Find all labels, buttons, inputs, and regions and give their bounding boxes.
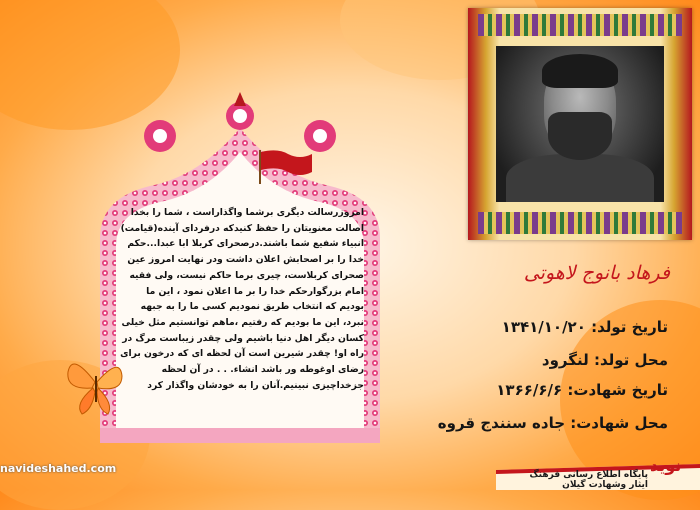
- butterfly-icon: [64, 352, 126, 418]
- portrait-hair: [542, 54, 618, 88]
- frame-ornament-top: [478, 14, 682, 36]
- footer-logo-text: پایگاه اطلاع رسانی فرهنگ ایثار وشهادت گیلان: [529, 470, 648, 490]
- will-paragraph: امروزرسالت دیگری برشما واگذاراست ، شما را بخدا اصالت معنویتان را حفظ کنیدکه درفردای آینده(قیامت) انبیاء شفیع شما باشند.درصحرای کربلا ابا عبدا...حکم خدا را بر اصحابش اعلان داشت ودر نهایت امروز عین صحرای کربلاست، چیری برما حاکم نیست، ولی فقیه امام بزرگوارحکم خدا را بر ما اعلان نمود ، این ما بودیم که انتخاب طریق نمودیم کسی ما را به جبهه نبرد، این ما بودیم که رفتیم ،ماهم توانستیم مثل خیلی کسان دیگر اهل دنیا باشیم ولی چقدر زیباست مرگ در راه او! چقدر شیرین است آن لحظه ای که درخون برای رضای اوغوطه ور باشد انشاء. . . در آن لحظه جزخداچیزی نبینیم.آنان را به خودشان واگذار کرد: [120, 207, 364, 391]
- birth-place: محل تولد: لنگرود: [541, 351, 668, 369]
- site-logo: نوید: [650, 456, 682, 475]
- martyr-name: فرهاد بانوج لاهوتی: [523, 262, 670, 284]
- martyrdom-date: تاریخ شهادت: ۱۳۶۶/۶/۶: [496, 381, 668, 399]
- portrait-frame: [468, 8, 692, 240]
- martyrdom-place: محل شهادت: جاده سنندج قروه: [437, 414, 668, 432]
- red-flag-icon: [258, 150, 314, 184]
- martyr-portrait: [496, 46, 664, 202]
- martyr-will-text: [120, 205, 364, 433]
- birth-date: تاریخ تولد: ۱۳۴۱/۱۰/۲۰: [501, 318, 668, 336]
- site-watermark: navideshahed.com: [0, 462, 117, 475]
- frame-ornament-bottom: [478, 212, 682, 234]
- portrait-body: [506, 154, 654, 202]
- portrait-beard: [548, 112, 612, 160]
